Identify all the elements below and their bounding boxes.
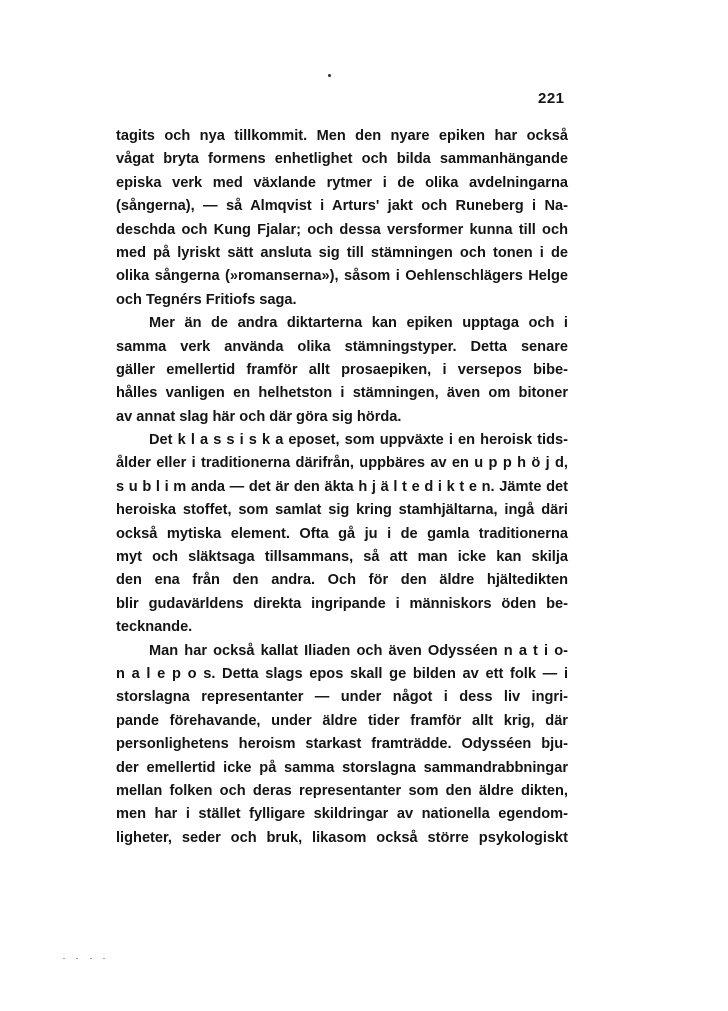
text-line: också mytiska element. Ofta gå ju i de gamla traditionerna (116, 525, 568, 542)
print-speck (328, 74, 331, 77)
text-line: tagits och nya tillkommit. Men den nyare epiken har också (116, 128, 568, 144)
text-line: och Tegnérs Fritiofs saga. (116, 291, 297, 308)
text-line: Man har också kallat Iliaden och även Odysséen n a t i o- (149, 642, 568, 659)
text-line: hålles vanligen en helhetston i stämningen, även om bitoner (116, 385, 568, 402)
text-line: pande förehavande, under äldre tider framför allt krig, där (116, 712, 568, 729)
text-line: (sångerna), — så Almqvist i Arturs' jakt och Runeberg i Na- (116, 198, 568, 215)
text-line: mellan folken och deras representanter som den äldre dikten, (116, 782, 568, 799)
text-line: storslagna representanter — under något i dess liv ingri- (116, 689, 568, 706)
text-line: med på lyriskt sätt ansluta sig till stämningen och tonen i de (116, 244, 568, 261)
print-speck (103, 958, 105, 959)
print-speck (63, 958, 65, 959)
print-speck (76, 958, 78, 959)
text-line: Det k l a s s i s k a eposet, som uppväxte i en heroisk tids- (149, 432, 568, 449)
text-line: men har i stället fylligare skildringar av nationella egendom- (116, 806, 568, 823)
text-line: den ena från den andra. Och för den äldre hjältedikten (116, 572, 568, 589)
text-line: olika sångerna (»romanserna»), såsom i Oehlenschlägers Helge (116, 268, 568, 285)
text-line: der emellertid icke på samma storslagna sammandrabbningar (116, 759, 568, 776)
text-line: ligheter, seder och bruk, likasom också större psykologiskt (116, 829, 568, 846)
text-line: vågat bryta formens enhetlighet och bilda sammanhängande (116, 151, 568, 168)
text-line: av annat slag här och där göra sig hörda. (116, 408, 402, 425)
text-line: ålder eller i traditionerna därifrån, uppbäres av en u p p h ö j d, (116, 455, 568, 472)
body-text (116, 125, 568, 850)
text-line: blir gudavärldens direkta ingripande i människors öden be- (116, 595, 568, 612)
text-line: episka verk med växlande rytmer i de olika avdelningarna (116, 174, 568, 191)
text-line: s u b l i m anda — det är den äkta h j ä l t e d i k t e n. Jämte det (116, 478, 568, 495)
text-line: heroiska stoffet, som samlat sig kring stamhjältarna, ingå däri (116, 502, 568, 519)
text-line: gäller emellertid framför allt prosaepiken, i versepos bibe- (116, 361, 568, 378)
text-line: Mer än de andra diktarterna kan epiken upptaga och i (149, 315, 568, 332)
text-line: n a l e p o s. Detta slags epos skall ge bilden av ett folk — i (116, 665, 568, 682)
page-number: 221 (538, 90, 565, 107)
text-line: tecknande. (116, 619, 193, 636)
text-line: samma verk använda olika stämningstyper. Detta senare (116, 338, 568, 355)
text-line: deschda och Kung Fjalar; och dessa versformer kunna till och (116, 221, 568, 238)
text-line: personlighetens heroism starkast framträdde. Odysséen bju- (116, 736, 568, 753)
text-line: myt och släktsaga tillsammans, så att man icke kan skilja (116, 549, 568, 566)
print-speck (90, 958, 92, 959)
